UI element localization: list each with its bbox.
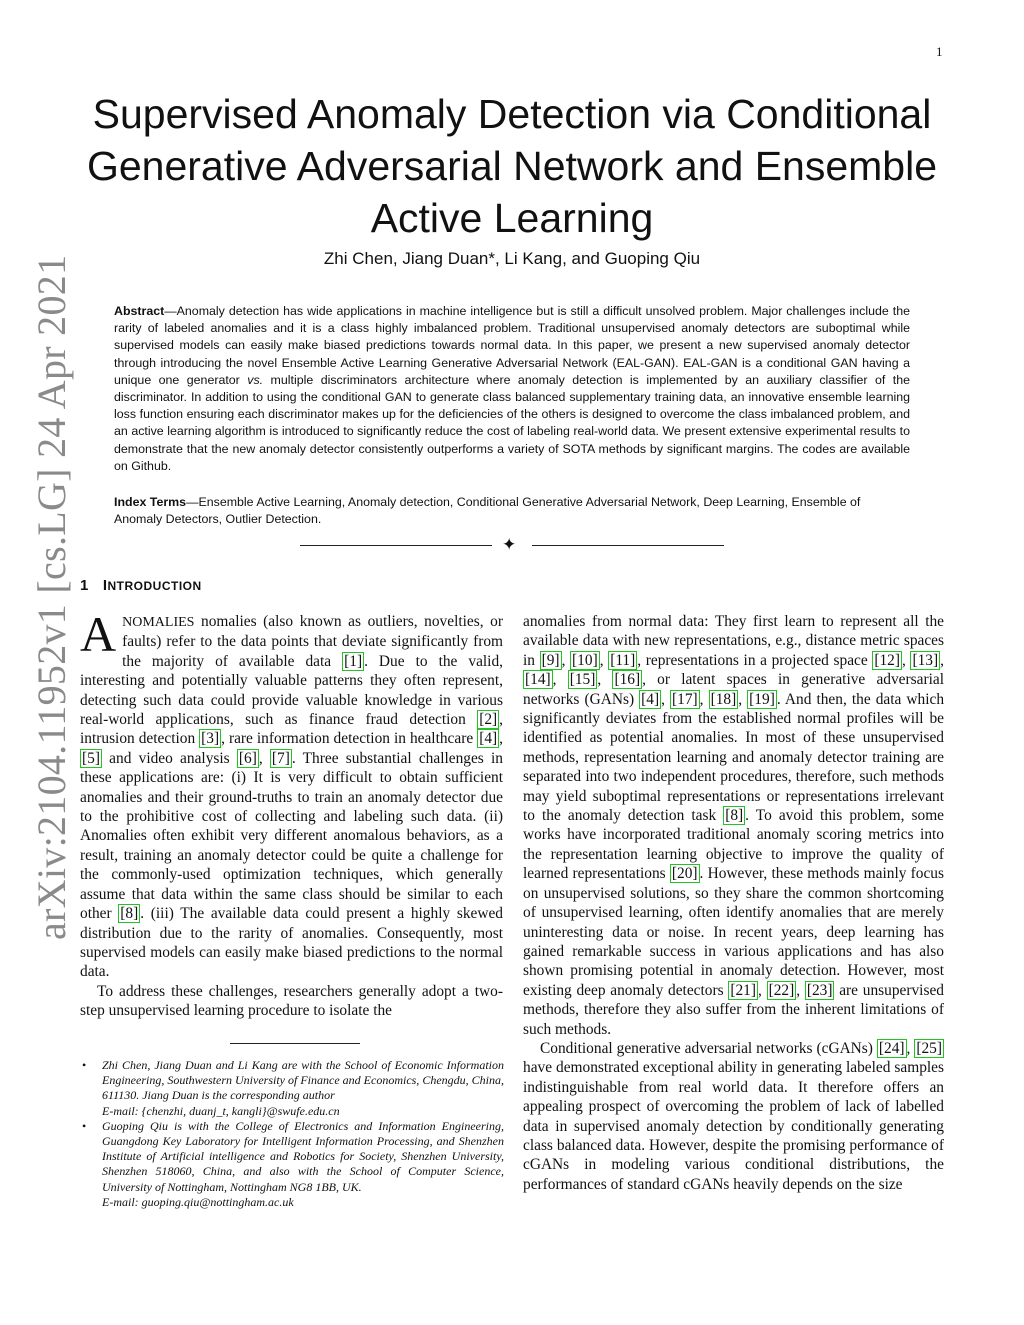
text-run: , <box>699 690 709 708</box>
text-run: , <box>599 651 609 669</box>
abstract <box>114 303 910 475</box>
text-run: . Due to the valid, interesting and potentially valuable patterns they often represent, detecting such data could provide valuable knowledge in various real-world applications, such as finance fraud detection <box>80 652 504 729</box>
citation-link[interactable]: [14] <box>525 671 551 689</box>
intro-paragraph-continued <box>523 612 944 1039</box>
citation-link[interactable]: [4] <box>479 730 498 748</box>
title-line: Generative Adversarial Network and Ensemble <box>86 143 938 189</box>
citation-link[interactable]: [20] <box>671 865 698 883</box>
index-terms-text: —Ensemble Active Learning, Anomaly detection, Conditional Generative Adversarial Network, Deep Learning, Ensemble of Anomaly Detectors, Outlier Detection. <box>114 495 861 527</box>
abstract-text-cont: multiple discriminators architecture where anomaly detection is implemented by an auxiliary classifier of the discriminator. In addition to using the conditional GAN to generate class balanced supplementary training data, an innovative ensemble learning loss function ensuring each discriminator makes up for the deficiencies of the others is designed to overcome the class imbalanced problem, and an active learning algorithm is introduced to significantly reduce the cost of labeling real-world data. We present extensive experimental results to demonstrate that the new anomaly detector consistently outperforms a variety of SOTA methods by significant margins. The codes are available on Github. <box>114 372 910 473</box>
text-run: , <box>597 671 613 689</box>
divider-star-icon: ✦ <box>502 535 517 554</box>
intro-paragraph-2: To address these challenges, researchers generally adopt a two-step unsupervised learning procedure to isolate the <box>80 982 503 1020</box>
citation-link[interactable]: [25] <box>916 1039 942 1057</box>
bullet-icon: • <box>82 1058 87 1072</box>
text-run: , <box>906 1039 915 1057</box>
citation-link[interactable]: [16] <box>614 671 641 689</box>
index-terms <box>114 494 910 528</box>
citation-link[interactable]: [4] <box>641 690 660 708</box>
text-run: . However, these methods mainly focus on unsupervised solutions, so they share the common shortcoming of unsupervised learning, often identify anomalies that are merely uninteresting data or noise. In recent years, deep learning has gained remarkable success in various applications and has also shown promising potential in anomaly detection. However, most existing deep anomaly detectors <box>523 865 944 999</box>
citation-link[interactable]: [8] <box>120 905 139 923</box>
footnote-rule <box>230 1043 360 1044</box>
citation-link[interactable]: [19] <box>749 690 775 708</box>
footnotes <box>80 1058 504 1210</box>
text-run: , <box>258 749 270 767</box>
footnote-item <box>80 1058 504 1119</box>
citation-link[interactable]: [13] <box>912 651 939 669</box>
title-line: Active Learning <box>370 195 654 241</box>
footnote-email: E-mail: guoping.qiu@nottingham.ac.uk <box>102 1194 294 1209</box>
text-run: , <box>561 651 571 669</box>
citation-link[interactable]: [12] <box>874 651 900 669</box>
abstract-vs: vs. <box>247 372 264 387</box>
text-run: , <box>901 651 911 669</box>
text-run: and video analysis <box>101 749 237 767</box>
abstract-label: Abstract <box>114 304 165 318</box>
citation-link[interactable]: [2] <box>479 711 498 729</box>
footnote-text: Guoping Qiu is with the College of Electronics and Information Engineering, Guangdong Key Laboratory for Intelligent Information Processing, and Shenzhen Institute of Artificial intelligence and Robotics for Society, Shenzhen University, Shenzhen 518060, China, and also with the School of Computer Science, University of Nottingham, Nottingham NG8 1BB, UK. <box>102 1118 504 1194</box>
abstract-text: —Anomaly detection has wide applications in machine intelligence but is still a difficult unsolved problem. Major challenges include the rarity of labeled anomalies and it is a class highly imbalanced problem. Traditional unsupervised anomaly detectors are suboptimal while supervised models can easily make biased predictions towards normal data. In this paper, we present a new supervised anomaly detector through introducing the novel Ensemble Active Learning Generative Adversarial Network (EAL-GAN). EAL-GAN is a conditional GAN having a unique one generator <box>114 304 910 387</box>
citation-link[interactable]: [9] <box>541 651 560 669</box>
text-run: are unsupervised methods, therefore they also suffer from the inherent limitations of such methods. <box>523 981 944 1038</box>
citation-link[interactable]: [15] <box>569 671 596 689</box>
title-line: Supervised Anomaly Detection via Conditional <box>92 91 932 137</box>
section-heading-introduction <box>80 577 202 594</box>
text-run: , <box>738 690 748 708</box>
section-title-initial: I <box>102 577 108 594</box>
citation-link[interactable]: [17] <box>672 690 698 708</box>
footnote-text: Zhi Chen, Jiang Duan and Li Kang are with the School of Economic Information Engineering, Southwestern University of Finance and Economics, Chengdu, China, 611130. Jiang Duan is the corresponding author <box>102 1058 504 1103</box>
citation-link[interactable]: [22] <box>768 981 795 999</box>
divider-line-left <box>300 545 492 546</box>
citation-link[interactable]: [10] <box>572 651 598 669</box>
text-run: , <box>796 981 805 999</box>
text-run: have demonstrated exceptional ability in generating labeled samples indistinguishable from real world data. It therefore offers an appealing prospect of overcoming the problem of lack of labelled data in supervised anomaly detection by conditionally generating class balanced data. However, despite the promising performance of cGANs in modeling various conditional distributions, the performances of standard cGANs heavily depends on the size <box>523 1059 944 1193</box>
footnote-item <box>80 1119 504 1210</box>
citation-link[interactable]: [24] <box>878 1039 905 1057</box>
left-column <box>80 606 504 1021</box>
text-run: Conditional generative adversarial networks (cGANs) <box>540 1039 877 1057</box>
text-run: anomalies from normal data: They first learn to represent all the available data with new representations, e.g., distance metric spaces in <box>523 613 944 669</box>
section-divider <box>300 535 724 554</box>
citation-link[interactable]: [11] <box>610 651 636 669</box>
citation-link[interactable]: [18] <box>710 690 737 708</box>
text-run: , rare information detection in healthcare <box>221 730 478 748</box>
right-column <box>523 612 944 1194</box>
paper-title <box>80 88 944 244</box>
citation-link[interactable]: [5] <box>82 749 100 767</box>
drop-cap: A <box>80 606 117 662</box>
text-run: . Three substantial challenges in these applications are: (i) It is very difficult to obtain sufficient anomalies and their ground-truths to train an anomaly detector due to the prohibitive cost of collecting and labeling such data. (ii) Anomalies often exhibit very different anomalous behaviors, as a result, training an anomaly detector could be quite a challenge for the commonly-used optimization techniques, which generally assume that data within the same class should be similar to each other <box>80 749 503 923</box>
citation-link[interactable]: [8] <box>725 807 744 825</box>
text-run: . (iii) The available data could present a highly skewed distribution due to the rarity of anomalies. Consequently, most supervised models can easily make biased predictions to the normal data. <box>80 905 503 981</box>
text-run: , <box>552 671 568 689</box>
text-run: , <box>940 651 944 669</box>
text-run: nomalies (also known as outliers, novelties, or faults) refer to the data points that deviate significantly from the majority of available data <box>122 613 503 670</box>
citation-link[interactable]: [7] <box>271 749 290 767</box>
page-number: 1 <box>936 44 943 59</box>
arxiv-identifier-stamp: arXiv:2104.11952v1 [cs.LG] 24 Apr 2021 <box>29 254 74 940</box>
section-number: 1 <box>80 577 89 594</box>
citation-link[interactable]: [6] <box>238 749 257 767</box>
index-terms-label: Index Terms <box>114 495 187 509</box>
author-list: Zhi Chen, Jiang Duan*, Li Kang, and Guoping Qiu <box>323 249 701 268</box>
citation-link[interactable]: [3] <box>201 730 220 748</box>
small-caps-lead: NOMALIES <box>122 615 195 630</box>
text-run: , <box>661 690 671 708</box>
text-run: , <box>757 981 767 999</box>
section-title-rest: NTRODUCTION <box>107 579 202 593</box>
text-run: , intrusion detection <box>80 711 503 748</box>
intro-paragraph-1 <box>80 606 504 982</box>
text-run: , or latent spaces in generative adversarial networks (GANs) <box>523 671 944 708</box>
citation-link[interactable]: [21] <box>730 981 756 999</box>
citation-link[interactable]: [1] <box>344 652 363 670</box>
text-run: . To avoid this problem, some works have incorporated traditional anomaly scoring metrics into the representation learning objective to improve the quality of learned representations <box>523 807 944 883</box>
citation-link[interactable]: [23] <box>806 981 833 999</box>
text-run: , <box>499 730 503 748</box>
footnote-email: E-mail: {chenzhi, duanj_t, kangli}@swufe.edu.cn <box>102 1103 340 1118</box>
text-run: . And then, the data which significantly deviates from the established normal profiles will be identified as potential anomalies. In most of these unsupervised methods, representation learning and anomaly detector training are separated into two independent procedures, therefore, such methods may yield suboptimal representations or representations irrelevant to the anomaly detection task <box>523 690 945 825</box>
bullet-icon: • <box>82 1118 87 1133</box>
divider-line-right <box>532 545 724 546</box>
cgan-paragraph <box>523 1039 944 1194</box>
text-run: , representations in a projected space <box>637 651 873 669</box>
